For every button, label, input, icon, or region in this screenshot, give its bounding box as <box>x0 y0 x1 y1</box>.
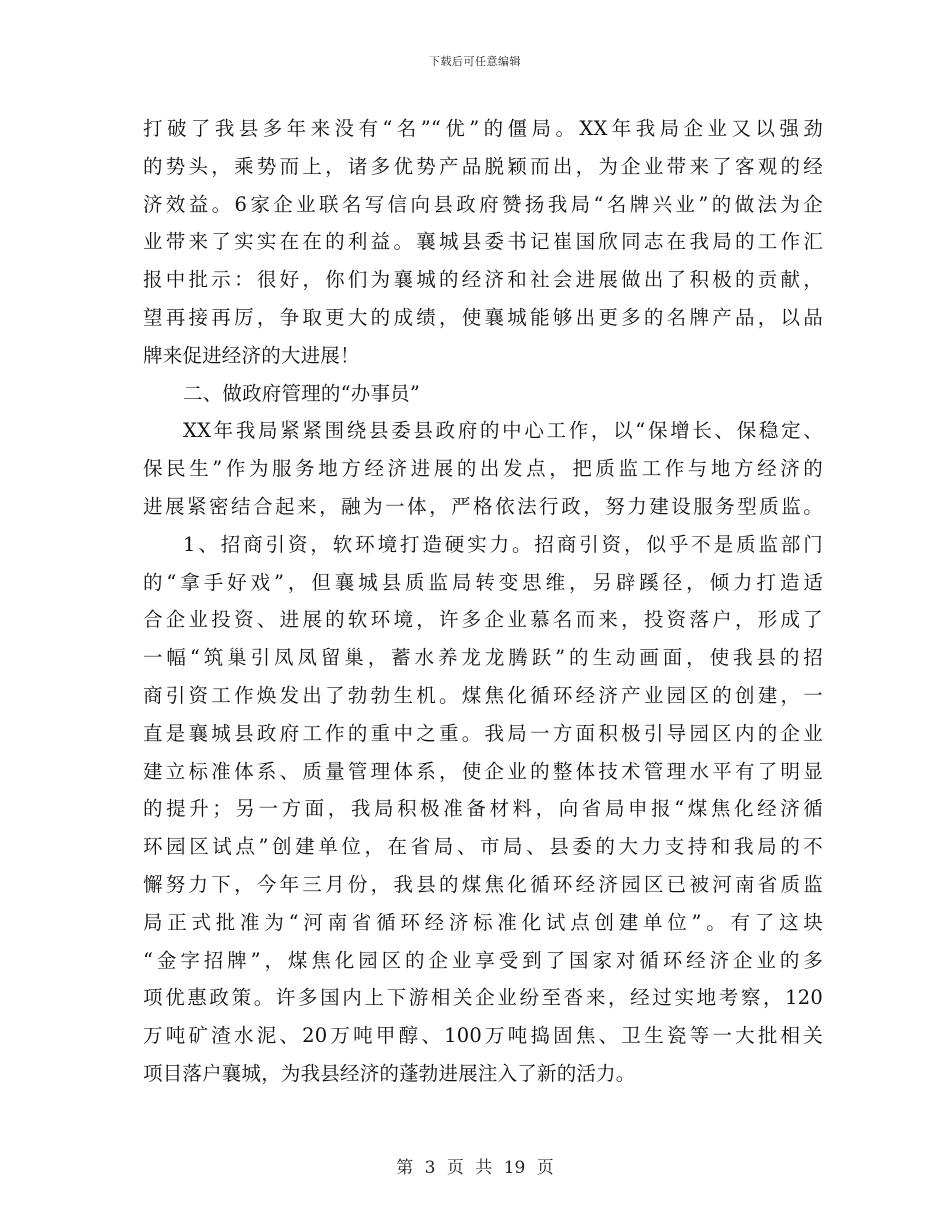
body-line: 济效益。6家企业联名写信向县政府赞扬我局“名牌兴业”的做法为企 <box>143 192 823 216</box>
body-line: 打破了我县多年来没有“名”“优”的僵局。XX年我局企业又以强劲 <box>143 117 823 140</box>
body-line: 进展紧密结合起来，融为一体，严格依法行政，努力建设服务型质监。 <box>143 494 823 518</box>
body-line: 合企业投资、进展的软环境，许多企业慕名而来，投资落户，形成了 <box>143 608 823 632</box>
body-line: 报中批示：很好，你们为襄城的经济和社会进展做出了积极的贡献， <box>143 268 823 292</box>
document-body <box>143 110 823 1093</box>
body-line: “金字招牌”，煤焦化园区的企业享受到了国家对循环经济企业的多 <box>143 948 823 972</box>
body-line: 建立标准体系、质量管理体系，使企业的整体技术管理水平有了明显 <box>143 759 823 783</box>
body-line: 二、做政府管理的“办事员” <box>183 381 421 405</box>
body-line: 项优惠政策。许多国内上下游相关企业纷至沓来，经过实地考察，120 <box>143 986 823 1010</box>
body-line: 牌来促进经济的大进展！ <box>143 343 360 367</box>
body-line: 望再接再厉，争取更大的成绩，使襄城能够出更多的名牌产品，以品 <box>143 305 823 329</box>
page-footer: 第 3 页 共 19 页 <box>396 1158 554 1178</box>
body-line: 局正式批准为“河南省循环经济标准化试点创建单位”。有了这块 <box>143 910 823 934</box>
body-line: 的提升；另一方面，我局积极准备材料，向省局申报“煤焦化经济循 <box>143 797 823 821</box>
body-line: 商引资工作焕发出了勃勃生机。煤焦化循环经济产业园区的创建，一 <box>143 683 823 707</box>
page-header: 下载后可任意编辑 <box>429 55 521 68</box>
body-line: XX年我局紧紧围绕县委县政府的中心工作，以“保增长、保稳定、 <box>183 419 823 443</box>
body-line: 1、招商引资，软环境打造硬实力。招商引资，似乎不是质监部门 <box>183 532 823 556</box>
body-line: 直是襄城县政府工作的重中之重。我局一方面积极引导园区内的企业 <box>143 721 823 745</box>
body-line: 环园区试点”创建单位，在省局、市局、县委的大力支持和我局的不 <box>143 835 823 859</box>
body-line: 懈努力下，今年三月份，我县的煤焦化循环经济园区已被河南省质监 <box>143 872 823 896</box>
body-line: 一幅“筑巢引凤凤留巢，蓄水养龙龙腾跃”的生动画面，使我县的招 <box>143 646 823 670</box>
body-line: 的“拿手好戏”，但襄城县质监局转变思维，另辟蹊径，倾力打造适 <box>143 570 823 594</box>
body-line: 万吨矿渣水泥、20万吨甲醇、100万吨捣固焦、卫生瓷等一大批相关 <box>143 1024 823 1048</box>
body-line: 业带来了实实在在的利益。襄城县委书记崔国欣同志在我局的工作汇 <box>143 230 823 254</box>
body-line: 项目落户襄城，为我县经济的蓬勃进展注入了新的活力。 <box>143 1061 636 1085</box>
body-line: 的势头，乘势而上，诸多优势产品脱颖而出，为企业带来了客观的经 <box>143 154 823 178</box>
body-line: 保民生”作为服务地方经济进展的出发点，把质监工作与地方经济的 <box>143 457 823 481</box>
